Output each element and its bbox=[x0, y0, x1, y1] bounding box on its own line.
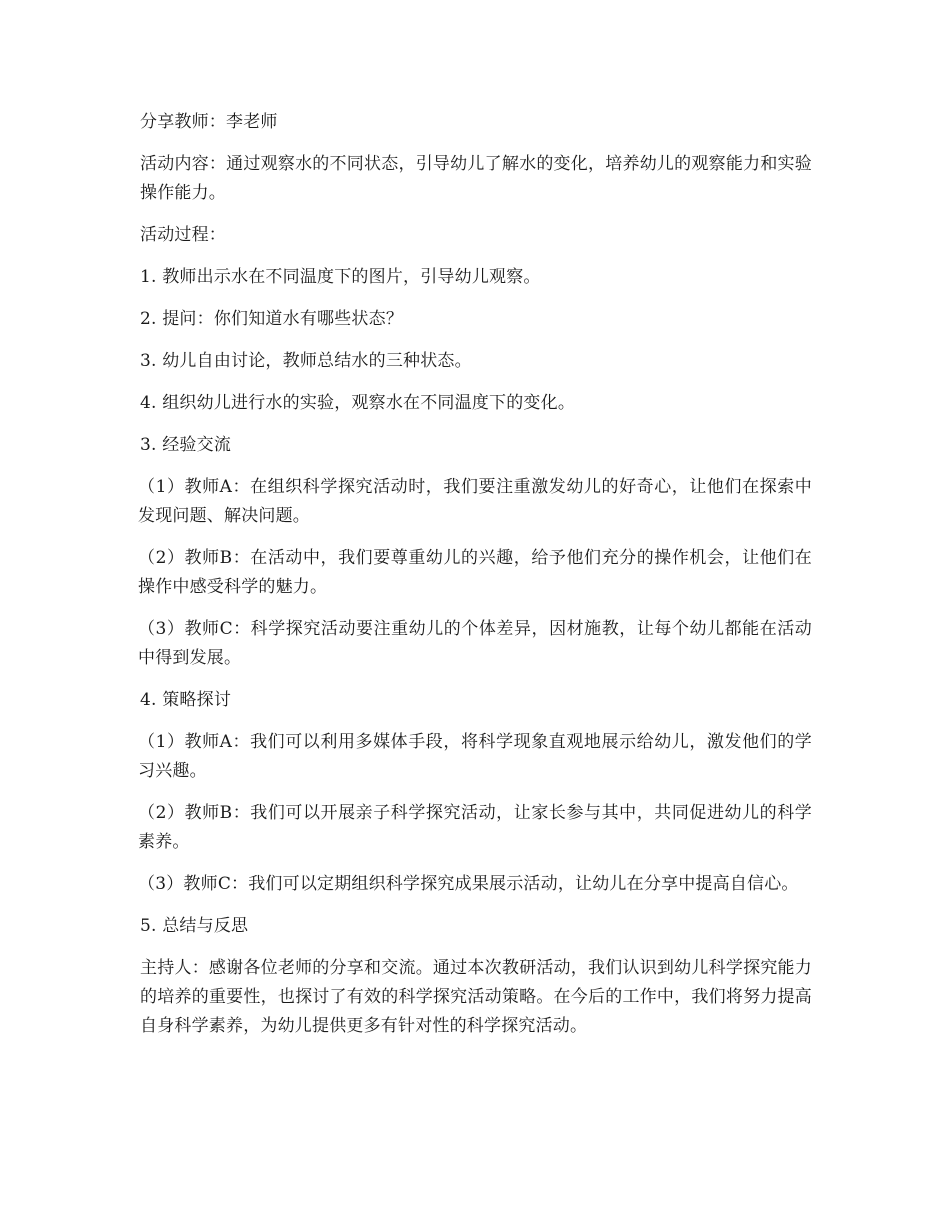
exchange-teacher-c: （3）教师C：科学探究活动要注重幼儿的个体差异，因材施教，让每个幼儿都能在活动中得到发展。 bbox=[138, 619, 812, 668]
process-step-4: 4. 组织幼儿进行水的实验，观察水在不同温度下的变化。 bbox=[140, 393, 576, 413]
activity-content: 活动内容：通过观察水的不同状态，引导幼儿了解水的变化，培养幼儿的观察能力和实验操作能力。 bbox=[140, 154, 812, 203]
section-heading-summary: 5. 总结与反思 bbox=[140, 916, 249, 936]
strategy-teacher-b: （2）教师B：我们可以开展亲子科学探究活动，让家长参与其中，共同促进幼儿的科学素养。 bbox=[138, 803, 812, 852]
section-heading-strategy: 4. 策略探讨 bbox=[140, 690, 232, 710]
process-step-1: 1. 教师出示水在不同温度下的图片，引导幼儿观察。 bbox=[140, 267, 541, 287]
host-summary: 主持人：感谢各位老师的分享和交流。通过本次教研活动，我们认识到幼儿科学探究能力的培养的重要性，也探讨了有效的科学探究活动策略。在今后的工作中，我们将努力提高自身科学素养，为幼儿提供更多有针对性的科学探究活动。 bbox=[140, 958, 812, 1036]
process-step-2: 2. 提问：你们知道水有哪些状态？ bbox=[140, 309, 404, 329]
process-heading: 活动过程： bbox=[140, 225, 226, 245]
teacher-line: 分享教师：李老师 bbox=[140, 112, 278, 132]
strategy-teacher-a: （1）教师A：我们可以利用多媒体手段，将科学现象直观地展示给幼儿，激发他们的学习兴趣。 bbox=[138, 732, 812, 781]
section-heading-experience-exchange: 3. 经验交流 bbox=[140, 435, 232, 455]
exchange-teacher-a: （1）教师A：在组织科学探究活动时，我们要注重激发幼儿的好奇心，让他们在探索中发现问题、解决问题。 bbox=[138, 477, 812, 526]
exchange-teacher-b: （2）教师B：在活动中，我们要尊重幼儿的兴趣，给予他们充分的操作机会，让他们在操作中感受科学的魅力。 bbox=[138, 548, 812, 597]
document-body bbox=[140, 108, 812, 1054]
strategy-teacher-c: （3）教师C：我们可以定期组织科学探究成果展示活动，让幼儿在分享中提高自信心。 bbox=[138, 874, 799, 894]
process-step-3: 3. 幼儿自由讨论，教师总结水的三种状态。 bbox=[140, 351, 472, 371]
